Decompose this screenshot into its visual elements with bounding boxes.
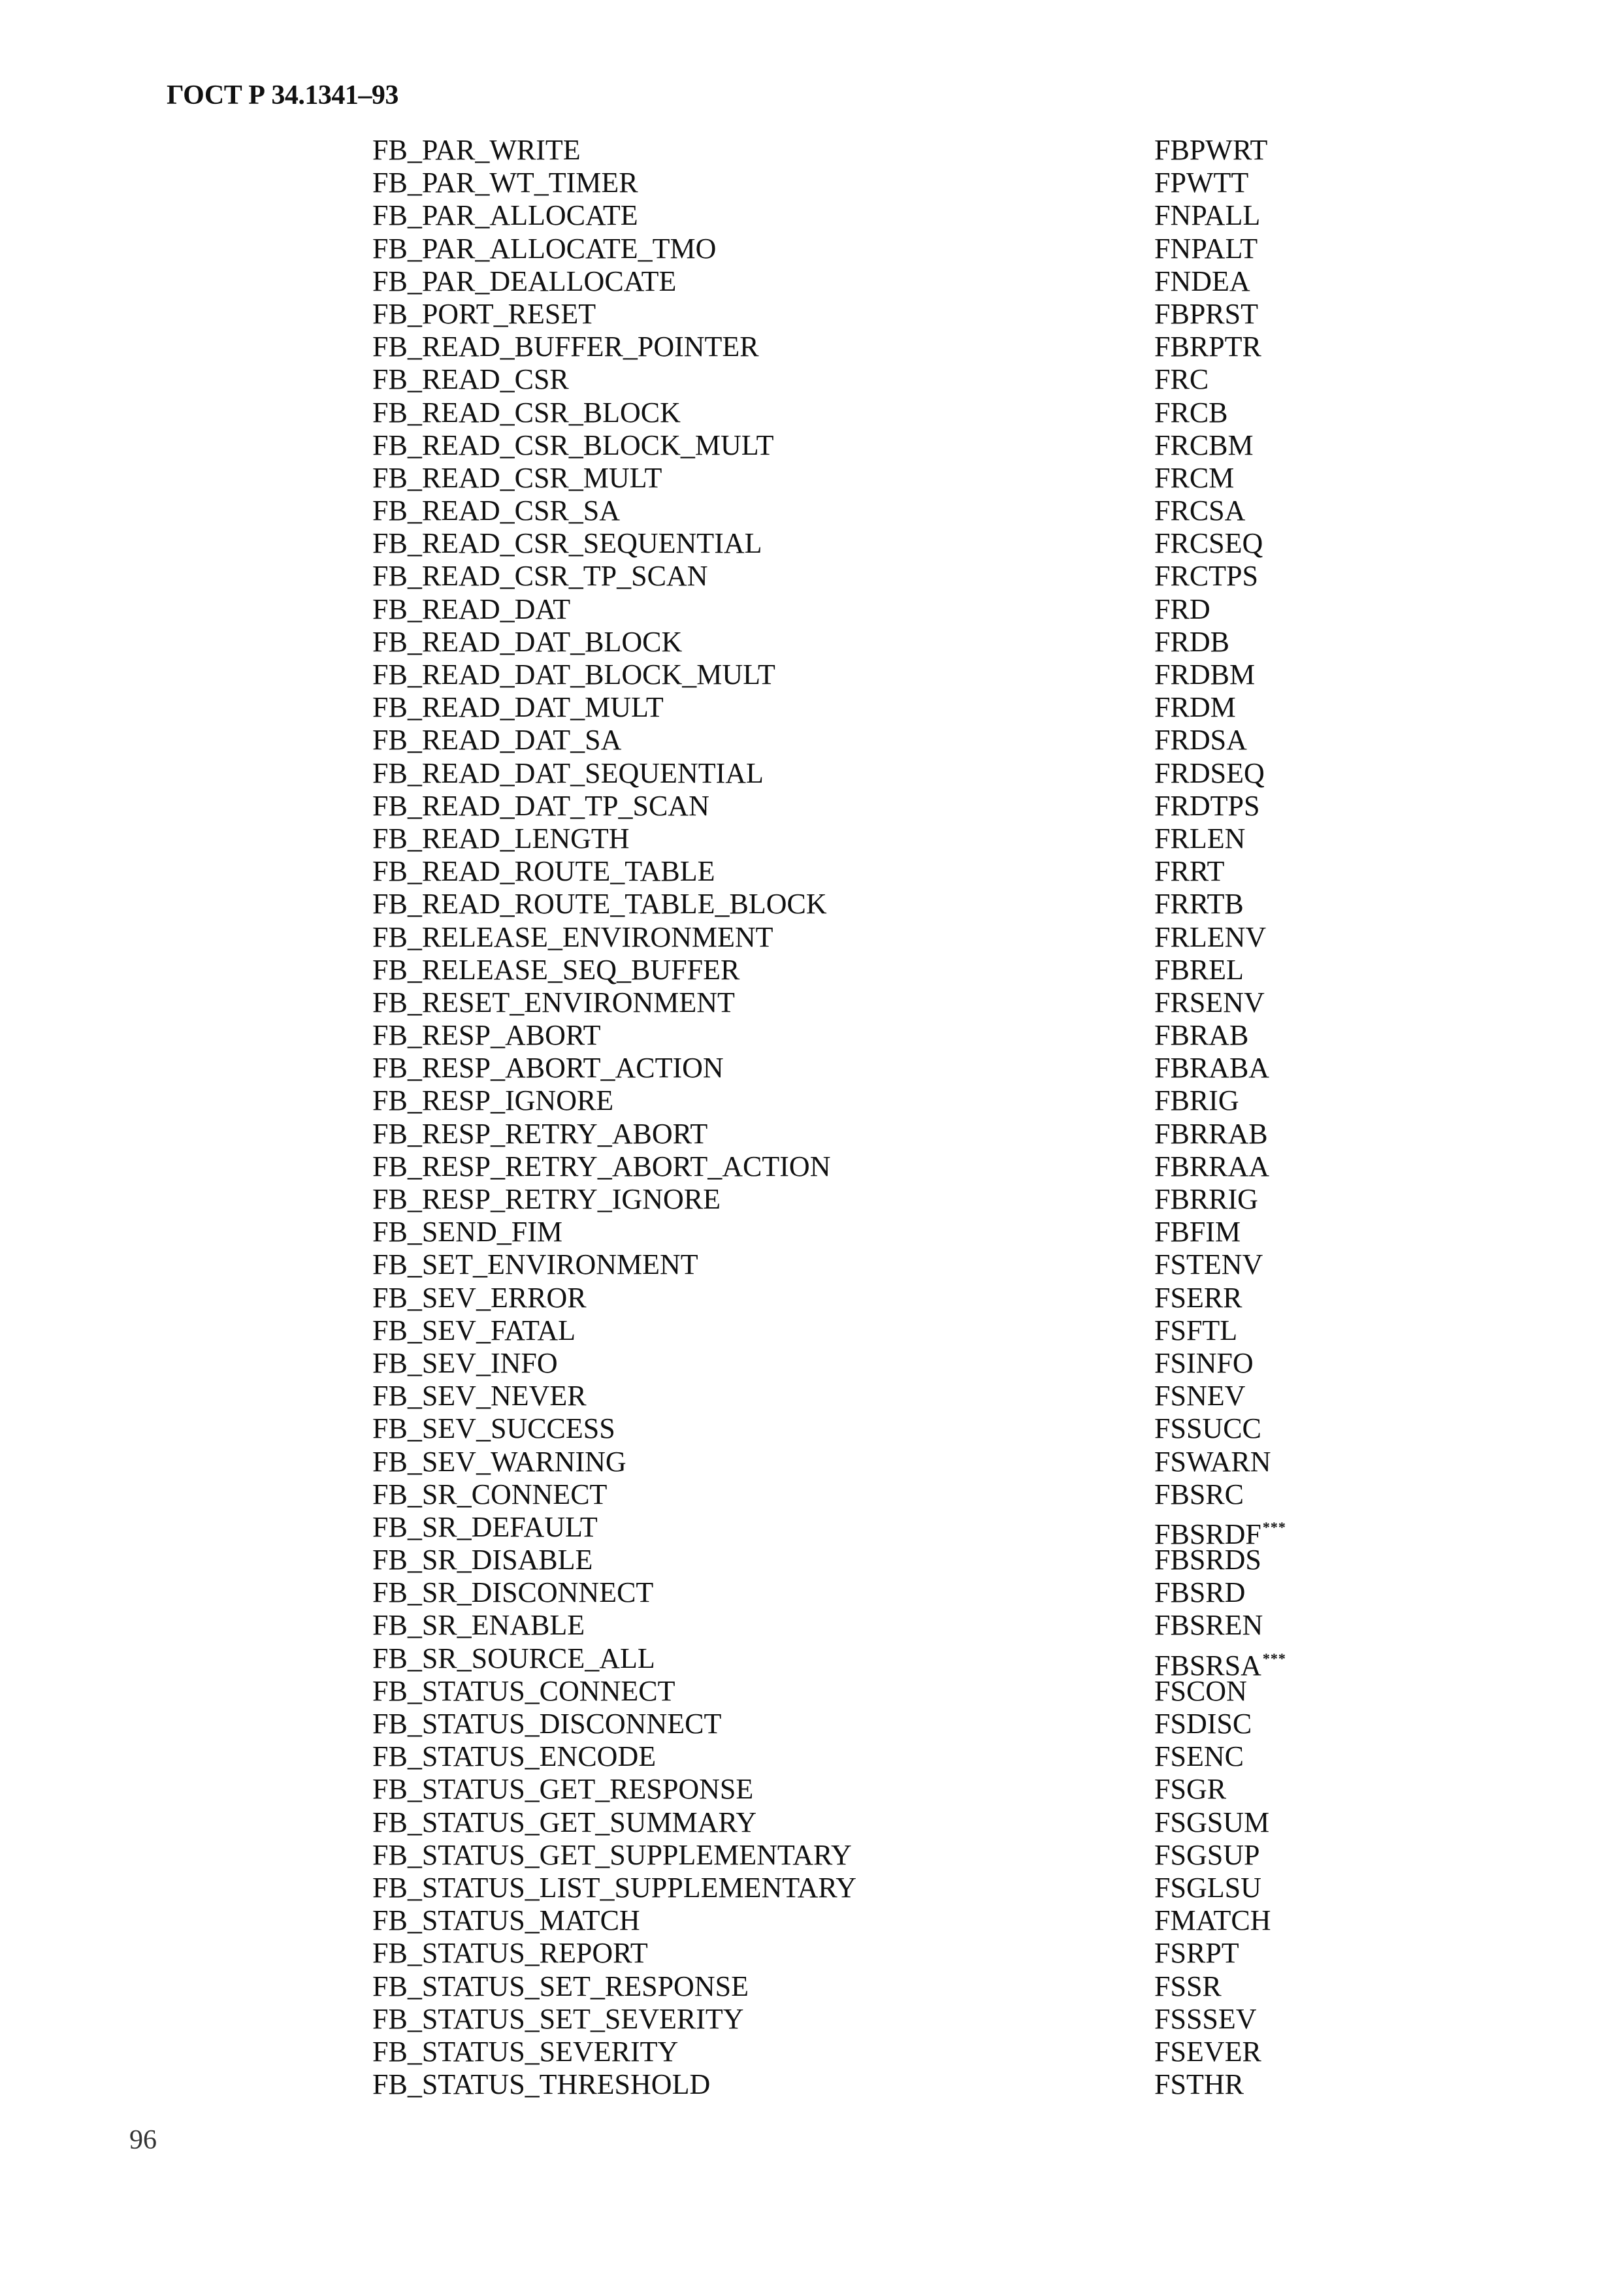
identifier-name: FB_READ_DAT (372, 593, 571, 625)
identifier-name: FB_STATUS_THRESHOLD (372, 2068, 711, 2101)
list-item (372, 397, 1326, 429)
identifier-name: FB_PAR_ALLOCATE (372, 199, 638, 232)
list-item (372, 954, 1326, 986)
abbreviation: FSSSEV (1154, 2002, 1257, 2035)
abbreviation: FBSREN (1154, 1609, 1263, 1642)
identifier-name: FB_RESP_RETRY_ABORT (372, 1117, 708, 1150)
abbreviation: FBPWRT (1154, 134, 1268, 166)
abbreviation: FBRPTR (1154, 331, 1261, 363)
list-item (372, 134, 1326, 167)
identifier-name: FB_READ_DAT_SEQUENTIAL (372, 756, 764, 789)
abbreviation: FBPRST (1154, 297, 1258, 330)
abbreviation: FRCM (1154, 461, 1235, 494)
abbreviation-cell (1154, 757, 1265, 790)
abbreviation: FSRPT (1154, 1937, 1239, 1970)
list-item (372, 1937, 1326, 1970)
abbreviation-cell (1154, 560, 1258, 593)
list-item (372, 1675, 1326, 1708)
abbreviation-cell (1154, 954, 1244, 986)
list-item (372, 1084, 1326, 1117)
abbreviation-cell (1154, 1970, 1222, 2003)
abbreviation: FBSRDS (1154, 1544, 1261, 1576)
abbreviation: FSSUCC (1154, 1412, 1261, 1445)
identifier-name: FB_STATUS_SET_RESPONSE (372, 1970, 749, 2002)
list-item (372, 1510, 1326, 1550)
abbreviation: FBRRAA (1154, 1150, 1270, 1182)
abbreviation-cell (1154, 363, 1209, 396)
identifier-name: FB_READ_DAT_BLOCK (372, 625, 683, 658)
identifier-name: FB_STATUS_GET_SUMMARY (372, 1806, 757, 1838)
list-item (372, 1150, 1326, 1183)
list-item (372, 855, 1326, 888)
abbreviation-cell (1154, 1675, 1247, 1708)
identifier-name: FB_SEV_NEVER (372, 1380, 587, 1412)
abbreviation-cell (1154, 1544, 1261, 1576)
list-item (372, 265, 1326, 298)
list-item (372, 298, 1326, 331)
abbreviation-cell (1154, 822, 1245, 855)
list-item (372, 1183, 1326, 1216)
list-item (372, 1904, 1326, 1937)
list-item (372, 1872, 1326, 1904)
list-item (372, 626, 1326, 659)
abbreviation-cell (1154, 986, 1265, 1019)
list-item (372, 1708, 1326, 1740)
abbreviation: FRDM (1154, 691, 1236, 724)
abbreviation-cell (1154, 298, 1258, 331)
list-item (372, 1478, 1326, 1511)
abbreviation: FNPALT (1154, 232, 1258, 265)
abbreviation-cell (1154, 1084, 1239, 1117)
abbreviation: FSCON (1154, 1674, 1247, 1707)
list-item (372, 1347, 1326, 1380)
identifier-name: FB_PAR_WRITE (372, 134, 581, 166)
identifier-name: FB_READ_DAT_MULT (372, 691, 664, 724)
abbreviation-cell (1154, 1380, 1245, 1412)
abbreviation: FSFTL (1154, 1314, 1238, 1346)
abbreviation: FSEVER (1154, 2035, 1261, 2068)
abbreviation-cell (1154, 1216, 1241, 1248)
list-item (372, 1609, 1326, 1642)
list-item (372, 724, 1326, 756)
abbreviation-cell (1154, 1347, 1254, 1380)
identifier-name: FB_RESP_RETRY_ABORT_ACTION (372, 1150, 831, 1182)
list-item (372, 199, 1326, 232)
identifier-name: FB_RESP_ABORT (372, 1019, 601, 1052)
list-item (372, 1019, 1326, 1052)
abbreviation: FRDSEQ (1154, 756, 1265, 789)
list-item (372, 1544, 1326, 1576)
identifier-name: FB_SR_SOURCE_ALL (372, 1642, 655, 1674)
abbreviation-cell (1154, 134, 1267, 167)
abbreviation: FBSRC (1154, 1478, 1244, 1510)
identifier-name: FB_STATUS_CONNECT (372, 1674, 675, 1707)
abbreviation-cell (1154, 626, 1229, 659)
identifier-name: FB_SEV_FATAL (372, 1314, 576, 1346)
identifier-name: FB_RELEASE_ENVIRONMENT (372, 920, 773, 953)
abbreviation: FRSENV (1154, 986, 1265, 1018)
abbreviation: FRDSA (1154, 724, 1247, 756)
abbreviation-cell (1154, 659, 1255, 691)
footnote-mark: *** (1262, 1650, 1286, 1667)
abbreviation: FSENC (1154, 1740, 1244, 1773)
abbreviation: FBFIM (1154, 1216, 1241, 1248)
list-item (372, 593, 1326, 626)
abbreviation: FSTHR (1154, 2068, 1244, 2101)
abbreviation-cell (1154, 331, 1261, 363)
list-item (372, 2068, 1326, 2101)
identifier-name: FB_SEND_FIM (372, 1216, 562, 1248)
abbreviation-cell (1154, 1248, 1263, 1281)
abbreviation-cell (1154, 888, 1244, 920)
abbreviation: FNDEA (1154, 265, 1250, 297)
abbreviation: FSGSUP (1154, 1838, 1260, 1871)
list-item (372, 495, 1326, 527)
abbreviation: FBSRSA (1154, 1649, 1261, 1682)
abbreviation: FRDB (1154, 625, 1229, 658)
identifier-name: FB_SEV_INFO (372, 1346, 558, 1379)
abbreviation: FNPALL (1154, 199, 1261, 232)
abbreviation: FRLEN (1154, 822, 1246, 854)
abbreviation: FBRAB (1154, 1019, 1249, 1052)
abbreviation-cell (1154, 495, 1245, 527)
abbreviation-cell (1154, 1314, 1237, 1347)
identifier-name: FB_STATUS_GET_SUPPLEMENTARY (372, 1838, 852, 1871)
abbreviation: FBREL (1154, 953, 1244, 986)
abbreviation-cell (1154, 429, 1254, 462)
abbreviation-cell (1154, 1740, 1244, 1773)
abbreviation: FRCSEQ (1154, 527, 1263, 560)
page-number: 96 (129, 2125, 157, 2155)
list-item (372, 2036, 1326, 2068)
abbreviation: FRCTPS (1154, 560, 1258, 593)
page-header: ГОСТ Р 34.1341–93 (167, 80, 398, 110)
identifier-name: FB_STATUS_DISCONNECT (372, 1708, 722, 1740)
identifier-name: FB_SR_DISCONNECT (372, 1576, 654, 1609)
identifier-name: FB_STATUS_MATCH (372, 1904, 640, 1937)
abbreviation: FRRTB (1154, 888, 1244, 920)
abbreviation-cell (1154, 397, 1228, 429)
list-item (372, 1216, 1326, 1248)
abbreviation-cell (1154, 724, 1247, 756)
identifier-name: FB_SEV_ERROR (372, 1281, 587, 1314)
list-item (372, 888, 1326, 920)
abbreviation: FRLENV (1154, 920, 1267, 953)
abbreviation-list (372, 134, 1326, 2101)
list-item (372, 1052, 1326, 1084)
abbreviation-cell (1154, 1937, 1239, 1970)
abbreviation-cell (1154, 1806, 1269, 1839)
abbreviation-cell (1154, 855, 1224, 888)
identifier-name: FB_SR_DISABLE (372, 1544, 593, 1576)
list-item (372, 233, 1326, 265)
abbreviation: FRDTPS (1154, 789, 1260, 822)
abbreviation-cell (1154, 1019, 1248, 1052)
identifier-name: FB_RELEASE_SEQ_BUFFER (372, 953, 740, 986)
list-item (372, 757, 1326, 790)
abbreviation: FRRT (1154, 855, 1225, 888)
identifier-name: FB_PORT_RESET (372, 297, 596, 330)
abbreviation-cell (1154, 462, 1234, 495)
list-item (372, 1773, 1326, 1806)
identifier-name: FB_STATUS_ENCODE (372, 1740, 657, 1773)
abbreviation-cell (1154, 1708, 1252, 1740)
abbreviation: FSDISC (1154, 1708, 1252, 1740)
identifier-name: FB_READ_ROUTE_TABLE (372, 855, 715, 888)
identifier-name: FB_RESP_RETRY_IGNORE (372, 1183, 721, 1215)
identifier-name: FB_READ_CSR_BLOCK (372, 396, 681, 429)
list-item (372, 691, 1326, 724)
identifier-name: FB_READ_DAT_BLOCK_MULT (372, 659, 775, 691)
identifier-name: FB_READ_CSR_SEQUENTIAL (372, 527, 762, 560)
abbreviation: FSWARN (1154, 1445, 1271, 1478)
abbreviation: FSGR (1154, 1773, 1227, 1806)
abbreviation: FSSR (1154, 1970, 1222, 2002)
abbreviation: FBRABA (1154, 1052, 1270, 1084)
abbreviation: FSTENV (1154, 1248, 1263, 1281)
footnote-mark: *** (1262, 1518, 1286, 1535)
abbreviation-cell (1154, 691, 1236, 724)
list-item (372, 462, 1326, 495)
abbreviation-cell (1154, 1052, 1269, 1084)
abbreviation: FPWTT (1154, 167, 1249, 199)
abbreviation-cell (1154, 1773, 1226, 1806)
abbreviation: FSERR (1154, 1281, 1242, 1314)
abbreviation: FSGSUM (1154, 1806, 1270, 1838)
identifier-name: FB_READ_BUFFER_POINTER (372, 331, 759, 363)
abbreviation: FSGLSU (1154, 1871, 1261, 1904)
abbreviation-cell (1154, 1609, 1263, 1642)
list-item (372, 822, 1326, 855)
abbreviation: FRC (1154, 363, 1209, 396)
identifier-name: FB_READ_ROUTE_TABLE_BLOCK (372, 888, 827, 920)
list-item (372, 1642, 1326, 1682)
abbreviation: FRDBM (1154, 659, 1256, 691)
abbreviation-cell (1154, 1904, 1271, 1937)
identifier-name: FB_RESET_ENVIRONMENT (372, 986, 735, 1018)
list-item (372, 363, 1326, 396)
list-item (372, 1839, 1326, 1872)
identifier-name: FB_READ_DAT_TP_SCAN (372, 789, 709, 822)
identifier-name: FB_READ_DAT_SA (372, 724, 622, 756)
abbreviation-cell (1154, 265, 1250, 298)
identifier-name: FB_SEV_WARNING (372, 1445, 626, 1478)
abbreviation: FBRIG (1154, 1084, 1239, 1117)
abbreviation-cell (1154, 527, 1263, 560)
identifier-name: FB_SR_CONNECT (372, 1478, 608, 1510)
list-item (372, 1576, 1326, 1609)
abbreviation: FSNEV (1154, 1380, 1246, 1412)
abbreviation: FRCSA (1154, 495, 1246, 527)
identifier-name: FB_READ_CSR_MULT (372, 461, 662, 494)
list-item (372, 429, 1326, 462)
abbreviation: FBRRIG (1154, 1183, 1258, 1215)
abbreviation: FBRRAB (1154, 1117, 1268, 1150)
identifier-name: FB_READ_CSR_SA (372, 495, 621, 527)
list-item (372, 167, 1326, 199)
abbreviation-cell (1154, 1282, 1242, 1314)
abbreviation-cell (1154, 1118, 1268, 1150)
identifier-name: FB_STATUS_LIST_SUPPLEMENTARY (372, 1871, 857, 1904)
identifier-name: FB_SR_DEFAULT (372, 1510, 598, 1543)
identifier-name: FB_PAR_WT_TIMER (372, 167, 638, 199)
abbreviation-cell (1154, 1839, 1259, 1872)
abbreviation: FRCB (1154, 396, 1228, 429)
abbreviation: FMATCH (1154, 1904, 1271, 1937)
abbreviation: FSINFO (1154, 1346, 1254, 1379)
list-item (372, 527, 1326, 560)
list-item (372, 1412, 1326, 1445)
abbreviation-cell (1154, 2068, 1244, 2101)
list-item (372, 1740, 1326, 1773)
identifier-name: FB_STATUS_REPORT (372, 1937, 648, 1970)
identifier-name: FB_PAR_DEALLOCATE (372, 265, 677, 297)
list-item (372, 560, 1326, 593)
abbreviation-cell (1154, 1446, 1271, 1478)
abbreviation-cell (1154, 1576, 1245, 1609)
abbreviation: FBSRDF (1154, 1518, 1261, 1550)
identifier-name: FB_RESP_ABORT_ACTION (372, 1052, 724, 1084)
identifier-name: FB_STATUS_SEVERITY (372, 2035, 679, 2068)
list-item (372, 2003, 1326, 2036)
abbreviation-cell (1154, 233, 1258, 265)
identifier-name: FB_READ_CSR (372, 363, 569, 396)
list-item (372, 1282, 1326, 1314)
list-item (372, 1446, 1326, 1478)
identifier-name: FB_READ_CSR_TP_SCAN (372, 560, 708, 593)
identifier-name: FB_SET_ENVIRONMENT (372, 1248, 698, 1281)
abbreviation-cell (1154, 790, 1259, 822)
abbreviation-cell (1154, 1872, 1261, 1904)
identifier-name: FB_READ_CSR_BLOCK_MULT (372, 429, 774, 461)
list-item (372, 1118, 1326, 1150)
abbreviation-cell (1154, 593, 1210, 626)
abbreviation-cell (1154, 2003, 1257, 2036)
list-item (372, 1314, 1326, 1347)
identifier-name: FB_SR_ENABLE (372, 1609, 585, 1642)
list-item (372, 986, 1326, 1019)
abbreviation-cell (1154, 199, 1260, 232)
list-item (372, 331, 1326, 363)
identifier-name: FB_READ_LENGTH (372, 822, 630, 854)
list-item (372, 1806, 1326, 1839)
identifier-name: FB_PAR_ALLOCATE_TMO (372, 232, 717, 265)
abbreviation-cell (1154, 2036, 1261, 2068)
identifier-name: FB_SEV_SUCCESS (372, 1412, 615, 1445)
abbreviation-cell (1154, 1412, 1261, 1445)
list-item (372, 1380, 1326, 1412)
list-item (372, 921, 1326, 954)
abbreviation: FRD (1154, 593, 1210, 625)
identifier-name: FB_STATUS_GET_RESPONSE (372, 1773, 754, 1806)
abbreviation-cell (1154, 1183, 1258, 1216)
abbreviation-cell (1154, 167, 1248, 199)
identifier-name: FB_RESP_IGNORE (372, 1084, 614, 1117)
abbreviation: FBSRD (1154, 1576, 1246, 1609)
abbreviation-cell (1154, 1150, 1269, 1183)
list-item (372, 790, 1326, 822)
abbreviation-cell (1154, 921, 1266, 954)
abbreviation-cell (1154, 1478, 1244, 1511)
list-item (372, 1248, 1326, 1281)
list-item (372, 1970, 1326, 2003)
abbreviation: FRCBM (1154, 429, 1254, 461)
list-item (372, 659, 1326, 691)
identifier-name: FB_STATUS_SET_SEVERITY (372, 2002, 744, 2035)
